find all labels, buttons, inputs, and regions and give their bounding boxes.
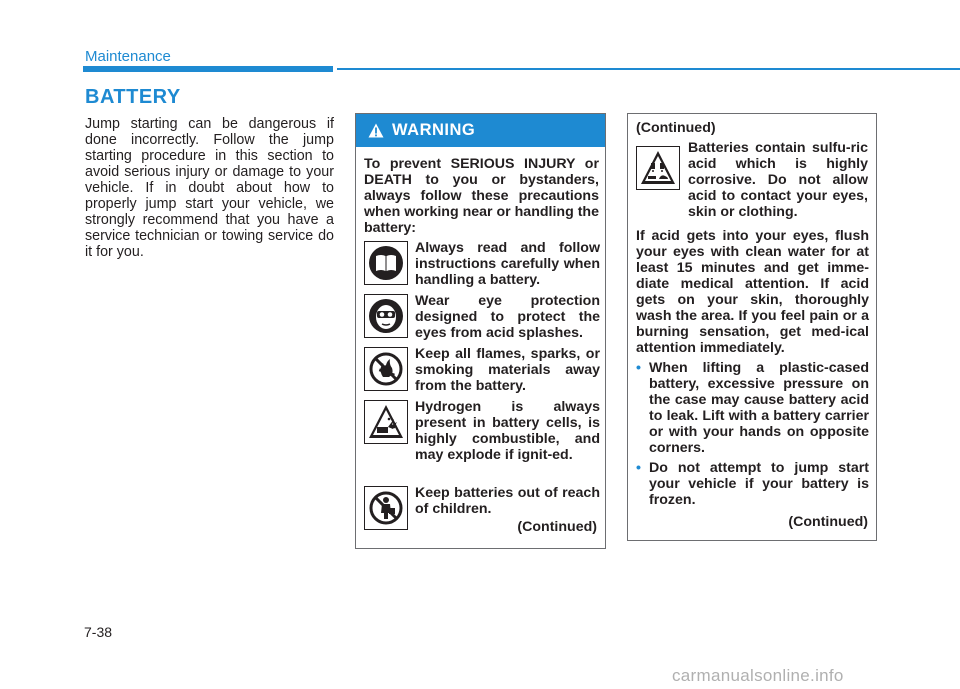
eye-protection-icon bbox=[364, 294, 408, 338]
watermark: carmanualsonline.info bbox=[672, 666, 844, 685]
acid-first-aid-paragraph: If acid gets into your eyes, flush your eyes with clean water for at least 15 minutes and get imme-diate medical attention. If acid gets on your skin, thoroughly wash the area. If you feel pain or a burning sensation, get med-ical attention immediately. bbox=[636, 228, 869, 356]
page-number: 7-38 bbox=[84, 624, 113, 640]
warning-label: WARNING bbox=[392, 121, 476, 139]
section-label: Maintenance bbox=[85, 48, 171, 65]
warning-item-text: Keep all flames, sparks, or smoking materials away from the battery. bbox=[415, 346, 600, 394]
warning-item-text: Wear eye protection designed to protect the eyes from acid splashes. bbox=[415, 293, 600, 341]
keep-children-away-icon bbox=[364, 486, 408, 530]
page-title: BATTERY bbox=[85, 86, 181, 108]
bullet-item bbox=[636, 360, 869, 456]
header-rule-thick bbox=[83, 66, 333, 72]
header-rule-thin bbox=[337, 68, 960, 70]
acid-item-text: Batteries contain sulfu-ric acid which is highly corrosive. Do not allow acid to contact your eyes, skin or clothing. bbox=[688, 140, 868, 220]
bullet-text: Do not attempt to jump start your vehicle if your battery is frozen. bbox=[649, 460, 869, 508]
warning-item-text: Hydrogen is always present in battery cells, is highly combustible, and may explode if ignit-ed. bbox=[415, 399, 600, 463]
warning-intro: To prevent SERIOUS INJURY or DEATH to you or bystanders, always follow these precautions when working near or handling the battery: bbox=[364, 156, 599, 236]
warning-box bbox=[355, 113, 606, 549]
acid-item bbox=[636, 140, 868, 226]
continued-heading: (Continued) bbox=[636, 120, 716, 136]
explosion-hazard-icon bbox=[364, 400, 408, 444]
intro-paragraph: Jump starting can be dangerous if done incorrectly. Follow the jump starting procedure in this section to avoid serious injury or damage to your vehicle. If in doubt about how to properly jump start your vehicle, we strongly recommend that you have a service technician or towing service do it for you. bbox=[85, 116, 334, 260]
bullet-dot: • bbox=[636, 360, 641, 376]
warning-header bbox=[356, 114, 605, 147]
bullet-dot: • bbox=[636, 460, 641, 476]
warning-item-text: Keep batteries out of reach of children. bbox=[415, 485, 600, 517]
bullet-text: When lifting a plastic-cased battery, excessive pressure on the case may cause battery acid to leak. Lift with a battery carrier or with your hands on opposite corners. bbox=[649, 360, 869, 456]
no-flame-icon bbox=[364, 347, 408, 391]
continued-label: (Continued) bbox=[788, 514, 868, 530]
continued-label: (Continued) bbox=[517, 519, 597, 535]
warning-triangle-icon bbox=[368, 123, 384, 138]
warning-item-text: Always read and follow instructions carefully when handling a battery. bbox=[415, 240, 600, 288]
corrosive-acid-icon bbox=[636, 146, 680, 190]
bullet-item bbox=[636, 460, 869, 508]
continued-box bbox=[627, 113, 877, 541]
manual-book-icon bbox=[364, 241, 408, 285]
